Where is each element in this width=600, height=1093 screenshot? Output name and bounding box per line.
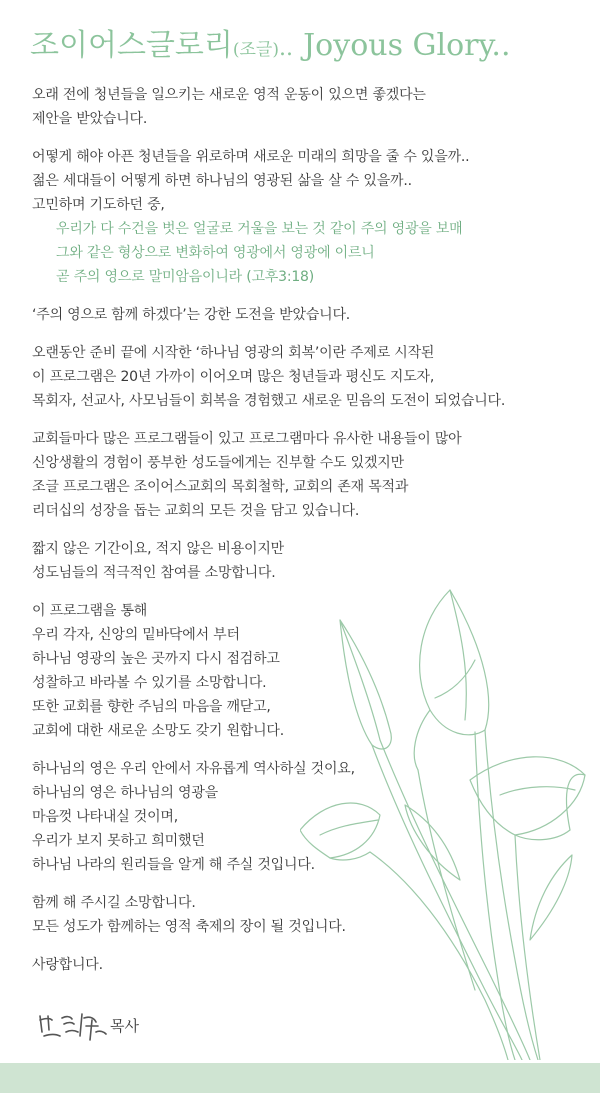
title-abbreviation: (조글): [232, 40, 279, 60]
text-line: 또한 교회를 향한 주님의 마음을 깨닫고,: [32, 699, 271, 715]
text-line: 모든 성도가 함께하는 영적 축제의 장이 될 것입니다.: [32, 919, 346, 935]
paragraph: [32, 953, 592, 977]
letter-body: [32, 83, 592, 991]
text-line: 오랜동안 준비 끝에 시작한 ‘하나님 영광의 회복’이란 주제로 시작된: [32, 345, 435, 361]
text-line: 교회들마다 많은 프로그램들이 있고 프로그램마다 유사한 내용들이 많아: [32, 431, 462, 447]
text-line: 리더십의 성장을 돕는 교회의 모든 것을 담고 있습니다.: [32, 503, 360, 519]
bible-verse-line: 우리가 다 수건을 벗은 얼굴로 거울을 보는 것 같이 주의 영광을 보매: [56, 221, 463, 237]
paragraph: [32, 599, 592, 743]
paragraph: [32, 341, 592, 413]
handwritten-signature: [36, 1006, 108, 1044]
text-line: 젊은 세대들이 어떻게 하면 하나님의 영광된 삶을 살 수 있을까..: [32, 173, 412, 189]
paragraph: [32, 427, 592, 523]
page-title: [30, 22, 511, 72]
text-line: 우리가 보지 못하고 희미했던: [32, 833, 205, 849]
text-line: 고민하며 기도하던 중,: [32, 197, 165, 213]
text-line: 하나님의 영은 하나님의 영광을: [32, 785, 218, 801]
text-line: 함께 해 주시길 소망합니다.: [32, 895, 196, 911]
paragraph: [32, 145, 592, 289]
title-dots: ..: [278, 36, 293, 61]
signature-title: 목사: [110, 1016, 139, 1035]
paragraph: [32, 83, 592, 131]
text-line: 하나님 나라의 원리들을 알게 해 주실 것입니다.: [32, 857, 315, 873]
paragraph: [32, 891, 592, 939]
bible-verse-line: 곧 주의 영으로 말미암음이니라 (고후3:18): [56, 269, 315, 285]
title-english: Joyous Glory..: [303, 28, 511, 63]
text-line: 성도님들의 적극적인 참여를 소망합니다.: [32, 565, 276, 581]
text-line: 하나님의 영은 우리 안에서 자유롭게 역사하실 것이요,: [32, 761, 355, 777]
text-line: 오래 전에 청년들을 일으키는 새로운 영적 운동이 있으면 좋겠다는: [32, 87, 426, 103]
text-line: 교회에 대한 새로운 소망도 갖기 원합니다.: [32, 723, 285, 739]
text-line: 어떻게 해야 아픈 청년들을 위로하며 새로운 미래의 희망을 줄 수 있을까..: [32, 149, 470, 165]
text-line: 조글 프로그램은 조이어스교회의 목회철학, 교회의 존재 목적과: [32, 479, 409, 495]
text-line: 제안을 받았습니다.: [32, 111, 148, 127]
title-korean: 조이어스글로리: [30, 28, 233, 63]
paragraph: [32, 537, 592, 585]
paragraph: [32, 303, 592, 327]
text-line: 이 프로그램은 20년 가까이 이어오며 많은 청년들과 평신도 지도자,: [32, 369, 435, 385]
text-line: 성찰하고 바라볼 수 있기를 소망합니다.: [32, 675, 267, 691]
text-line: 이 프로그램을 통해: [32, 603, 148, 619]
text-line: ‘주의 영으로 함께 하겠다’는 강한 도전을 받았습니다.: [32, 307, 351, 323]
text-line: 신앙생활의 경험이 풍부한 성도들에게는 진부할 수도 있겠지만: [32, 455, 404, 471]
text-line: 마음껏 나타내실 것이며,: [32, 809, 178, 825]
signature-block: [36, 1005, 139, 1045]
closing-line: 사랑합니다.: [32, 957, 103, 973]
text-line: 목회자, 선교사, 사모님들이 회복을 경험했고 새로운 믿음의 도전이 되었습니다.: [32, 393, 506, 409]
text-line: 하나님 영광의 높은 곳까지 다시 점검하고: [32, 651, 280, 667]
text-line: 짧지 않은 기간이요, 적지 않은 비용이지만: [32, 541, 285, 557]
footer-band: [0, 1063, 600, 1093]
bible-verse-line: 그와 같은 형상으로 변화하여 영광에서 영광에 이르니: [56, 245, 375, 261]
text-line: 우리 각자, 신앙의 밑바닥에서 부터: [32, 627, 240, 643]
paragraph: [32, 757, 592, 877]
